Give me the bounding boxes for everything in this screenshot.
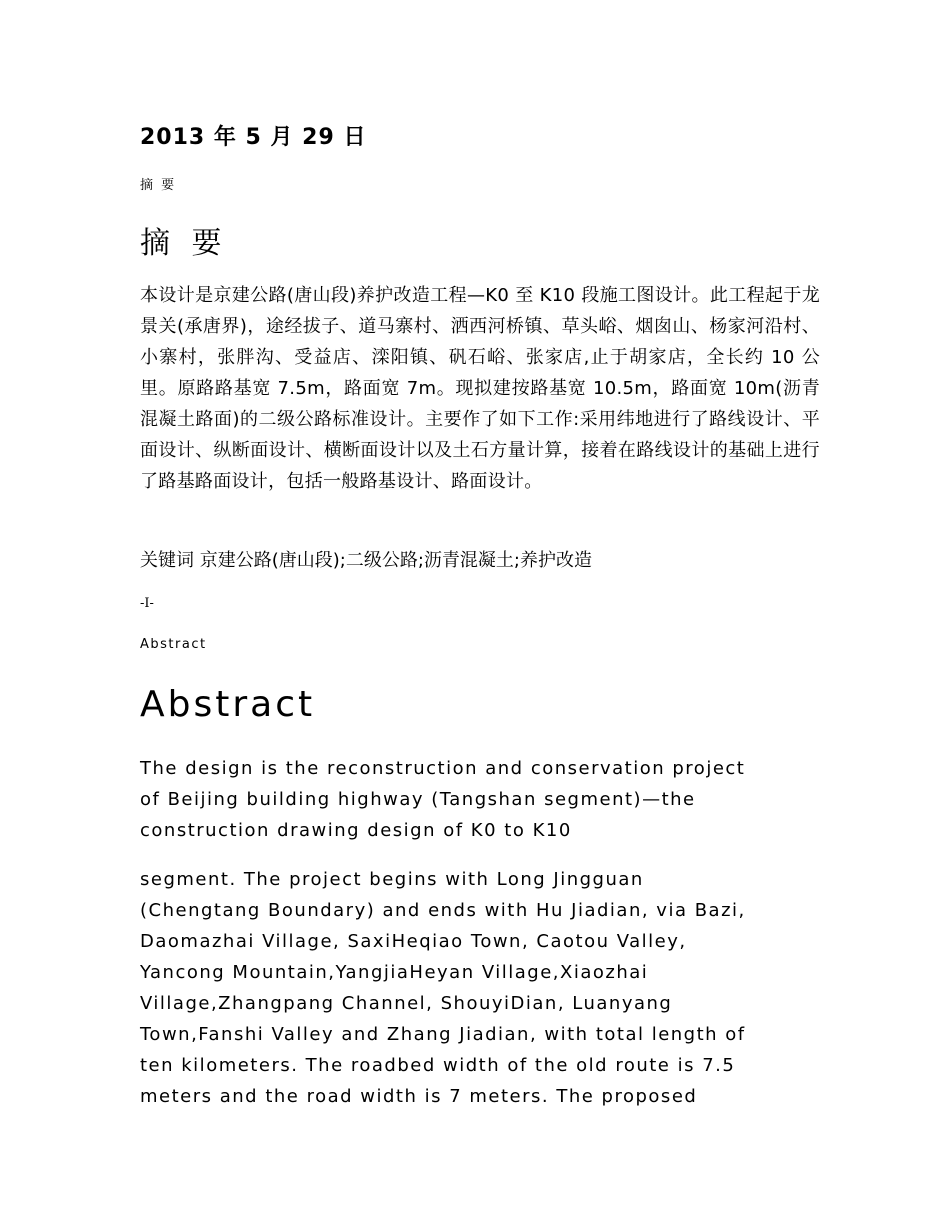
text-line: Yancong Mountain,YangjiaHeyan Village,Xiaozhai [140,962,649,983]
running-header-cn: 摘 要 [140,178,177,193]
abstract-heading-en: Abstract [140,684,316,725]
running-header-en: Abstract [140,637,207,652]
text-line: Daomazhai Village, SaxiHeqiao Town, Caotou Valley, [140,931,687,952]
abstract-paragraph-en-1 [140,753,820,846]
text-line: Town,Fanshi Valley and Zhang Jiadian, with total length of [140,1024,746,1045]
text-line: of Beijing building highway (Tangshan segment)—the [140,789,696,810]
abstract-paragraph-en-2 [140,864,820,1112]
text-line: meters and the road width is 7 meters. The proposed [140,1086,698,1107]
abstract-body-cn: 本设计是京建公路(唐山段)养护改造工程—K0 至 K10 段施工图设计。此工程起于龙景关(承唐界)，途经拔子、道马寨村、洒西河桥镇、草头峪、烟囱山、杨家河沿村、小寨村，张胖沟、受益店、滦阳镇、矾石峪、张家店,止于胡家店，全长约 10 公里。原路路基宽 7.5m，路面宽 7m。现拟建按路基宽 10.5m，路面宽 10m(沥青混凝土路面)的二级公路标准设计。主要作了如下工作:采用纬地进行了路线设计、平面设计、纵断面设计、横断面设计以及土石方量计算，接着在路线设计的基础上进行了路基路面设计，包括一般路基设计、路面设计。 [140,285,820,492]
text-line: Village,Zhangpang Channel, ShouyiDian, Luanyang [140,993,673,1014]
text-line: The design is the reconstruction and conservation project [140,758,746,779]
keywords-cn: 关键词 京建公路(唐山段);二级公路;沥青混凝土;养护改造 [140,550,592,571]
text-line: segment. The project begins with Long Jingguan [140,869,644,890]
document-date: 2013 年 5 月 29 日 [140,125,367,150]
text-line: ten kilometers. The roadbed width of the old route is 7.5 [140,1055,736,1076]
page-number: -I- [140,596,154,611]
text-line: construction drawing design of K0 to K10 [140,820,572,841]
text-line: (Chengtang Boundary) and ends with Hu Jiadian, via Bazi, [140,900,746,921]
abstract-heading-cn: 摘 要 [140,226,228,261]
